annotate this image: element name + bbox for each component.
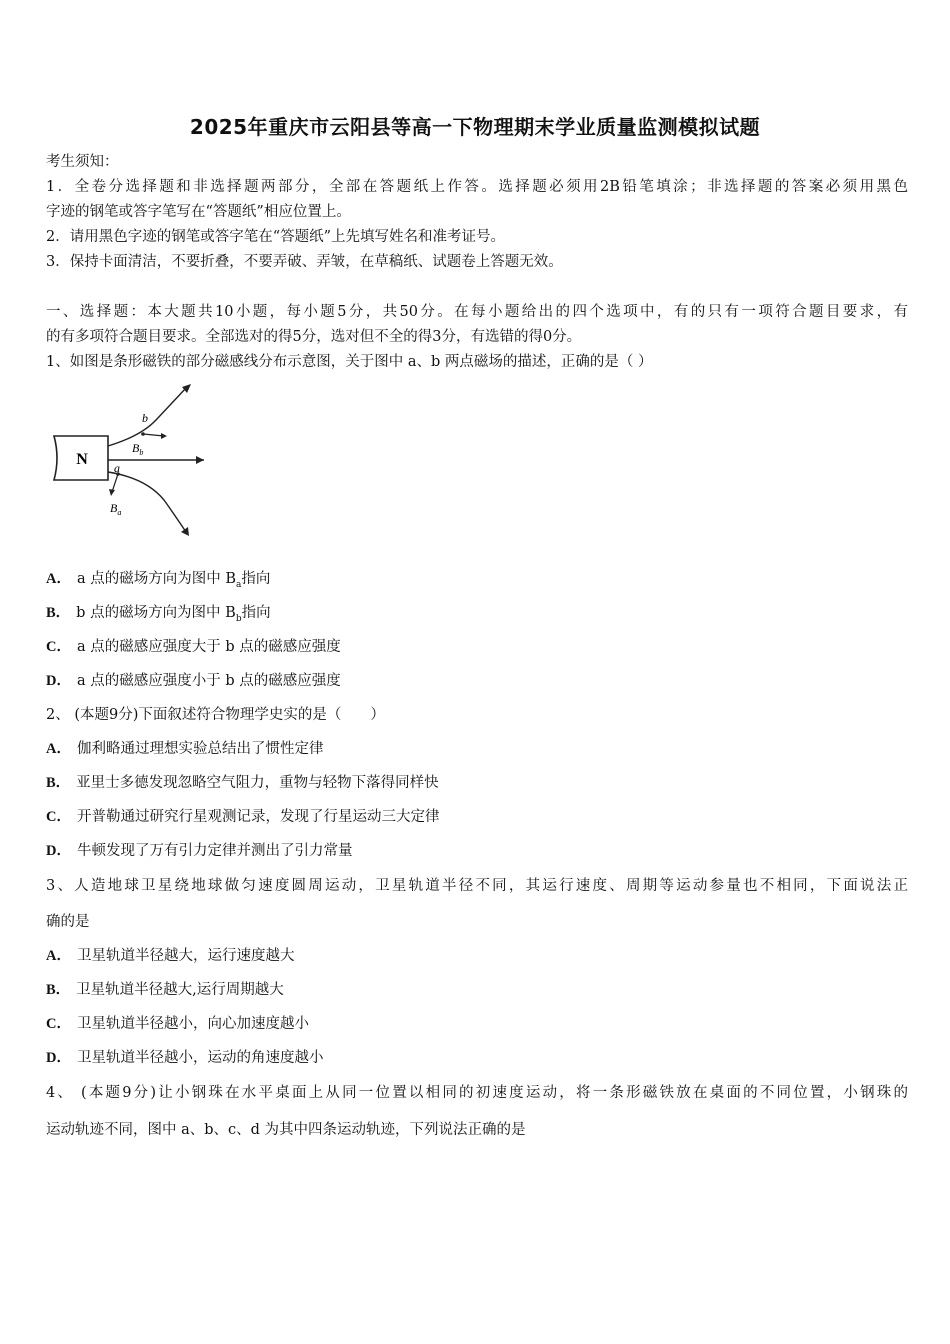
magnet-diagram: [46, 380, 216, 540]
option-text: 开普勒通过研究行星观测记录，发现了行星运动三大定律: [76, 809, 440, 825]
notice-item-3: 3．保持卡面清洁，不要折叠，不要弄破、弄皱，在草稿纸、试题卷上答题无效。: [46, 254, 563, 270]
vector-bb-label: [132, 441, 143, 457]
field-line-lower: [108, 472, 186, 532]
vector-ba-head: [109, 489, 115, 496]
q3-stem-line2: 确的是: [46, 914, 90, 930]
magnet-n-label: N: [76, 451, 88, 468]
exam-title: 2025年重庆市云阳县等高一下物理期末学业质量监测模拟试题: [189, 115, 761, 139]
option-tail: 指向: [241, 605, 271, 621]
option-key: B．: [46, 775, 71, 791]
q1-option-d[interactable]: [46, 671, 341, 691]
option-key: A．: [46, 948, 71, 964]
q3-option-d[interactable]: [46, 1048, 323, 1068]
option-text: 卫星轨道半径越大，运行速度越大: [76, 948, 295, 964]
option-key: D．: [46, 843, 71, 859]
q1-option-c[interactable]: [46, 637, 341, 657]
notice-item-1: 1．全卷分选择题和非选择题两部分，全部在答题纸上作答。选择题必须用2B铅笔填涂；非选择题的答案必须用黑色: [46, 179, 908, 195]
q2-option-c[interactable]: [46, 807, 439, 827]
q1-option-a[interactable]: [46, 569, 270, 595]
option-key: C．: [46, 1016, 71, 1032]
q3-stem-line1: 3、人造地球卫星绕地球做匀速度圆周运动，卫星轨道半径不同，其运行速度、周期等运动参量也不相同，下面说法正: [46, 878, 908, 894]
q2-option-a[interactable]: [46, 739, 323, 759]
option-text: 卫星轨道半径越大,运行周期越大: [76, 982, 284, 998]
q4-stem-line2: 运动轨迹不同，图中 a、b、c、d 为其中四条运动轨迹，下列说法正确的是: [46, 1122, 526, 1138]
option-text: 伽利略通过理想实验总结出了惯性定律: [76, 741, 324, 757]
vector-bb-letter: B: [132, 441, 140, 455]
vector-ba: [112, 474, 118, 492]
option-key: D．: [46, 673, 71, 689]
q3-option-c[interactable]: [46, 1014, 309, 1034]
q3-option-b[interactable]: [46, 980, 284, 1000]
point-a-label: a: [114, 461, 120, 475]
section-intro-line1: 一、选择题：本大题共10小题，每小题5分，共50分。在每小题给出的四个选项中，有的只有一项符合题目要求，有: [46, 304, 908, 320]
option-text: a 点的磁感应强度大于 b 点的磁感应强度: [76, 639, 341, 655]
option-text: 卫星轨道半径越小，向心加速度越小: [76, 1016, 309, 1032]
q2-option-b[interactable]: [46, 773, 439, 793]
option-subscript: b: [235, 613, 242, 624]
section-intro-line2: 的有多项符合题目要求。全部选对的得5分，选对但不全的得3分，有选错的得0分。: [46, 329, 582, 345]
notice-item-1-cont: 字迹的钢笔或答字笔写在“答题纸”相应位置上。: [46, 204, 351, 220]
vector-ba-letter: B: [110, 501, 118, 515]
option-key: C．: [46, 639, 71, 655]
vector-bb-subscript: b: [139, 448, 144, 457]
vector-bb: [143, 434, 164, 436]
arrow-head-lower: [181, 527, 189, 536]
option-text: a 点的磁感应强度小于 b 点的磁感应强度: [76, 673, 341, 689]
vector-bb-head: [161, 433, 167, 439]
notice-heading: 考生须知：: [46, 154, 119, 170]
q1-magnet-figure: [46, 380, 216, 540]
option-key: C．: [46, 809, 71, 825]
q2-stem: 2、 (本题9分)下面叙述符合物理学史实的是（ ）: [46, 707, 385, 723]
option-key: D．: [46, 1050, 71, 1066]
option-subscript: a: [236, 579, 242, 590]
option-text: a 点的磁场方向为图中 B: [76, 571, 237, 587]
q1-option-b[interactable]: [46, 603, 271, 629]
option-key: B．: [46, 605, 71, 621]
q4-stem-line1: 4、 (本题9分)让小钢珠在水平桌面上从同一位置以相同的初速度运动，将一条形磁铁放在桌面的不同位置，小钢珠的: [46, 1085, 908, 1101]
option-key: A．: [46, 571, 71, 587]
vector-ba-subscript: a: [117, 508, 122, 517]
option-key: A．: [46, 741, 71, 757]
vector-ba-label: [110, 501, 121, 517]
option-text: 牛顿发现了万有引力定律并测出了引力常量: [76, 843, 353, 859]
option-text: 亚里士多德发现忽略空气阻力，重物与轻物下落得同样快: [76, 775, 439, 791]
notice-item-2: 2．请用黑色字迹的钢笔或答字笔在“答题纸”上先填写姓名和准考证号。: [46, 229, 506, 245]
q1-stem: 1、如图是条形磁铁的部分磁感线分布示意图，关于图中 a、b 两点磁场的描述，正确的是（ ）: [46, 354, 653, 370]
option-text: 卫星轨道半径越小，运动的角速度越小: [76, 1050, 324, 1066]
arrow-head-straight: [196, 456, 204, 464]
q3-option-a[interactable]: [46, 946, 294, 966]
option-key: B．: [46, 982, 71, 998]
option-text: b 点的磁场方向为图中 B: [76, 605, 236, 621]
point-b-label: b: [142, 411, 148, 425]
q2-option-d[interactable]: [46, 841, 352, 861]
option-tail: 指向: [241, 571, 271, 587]
